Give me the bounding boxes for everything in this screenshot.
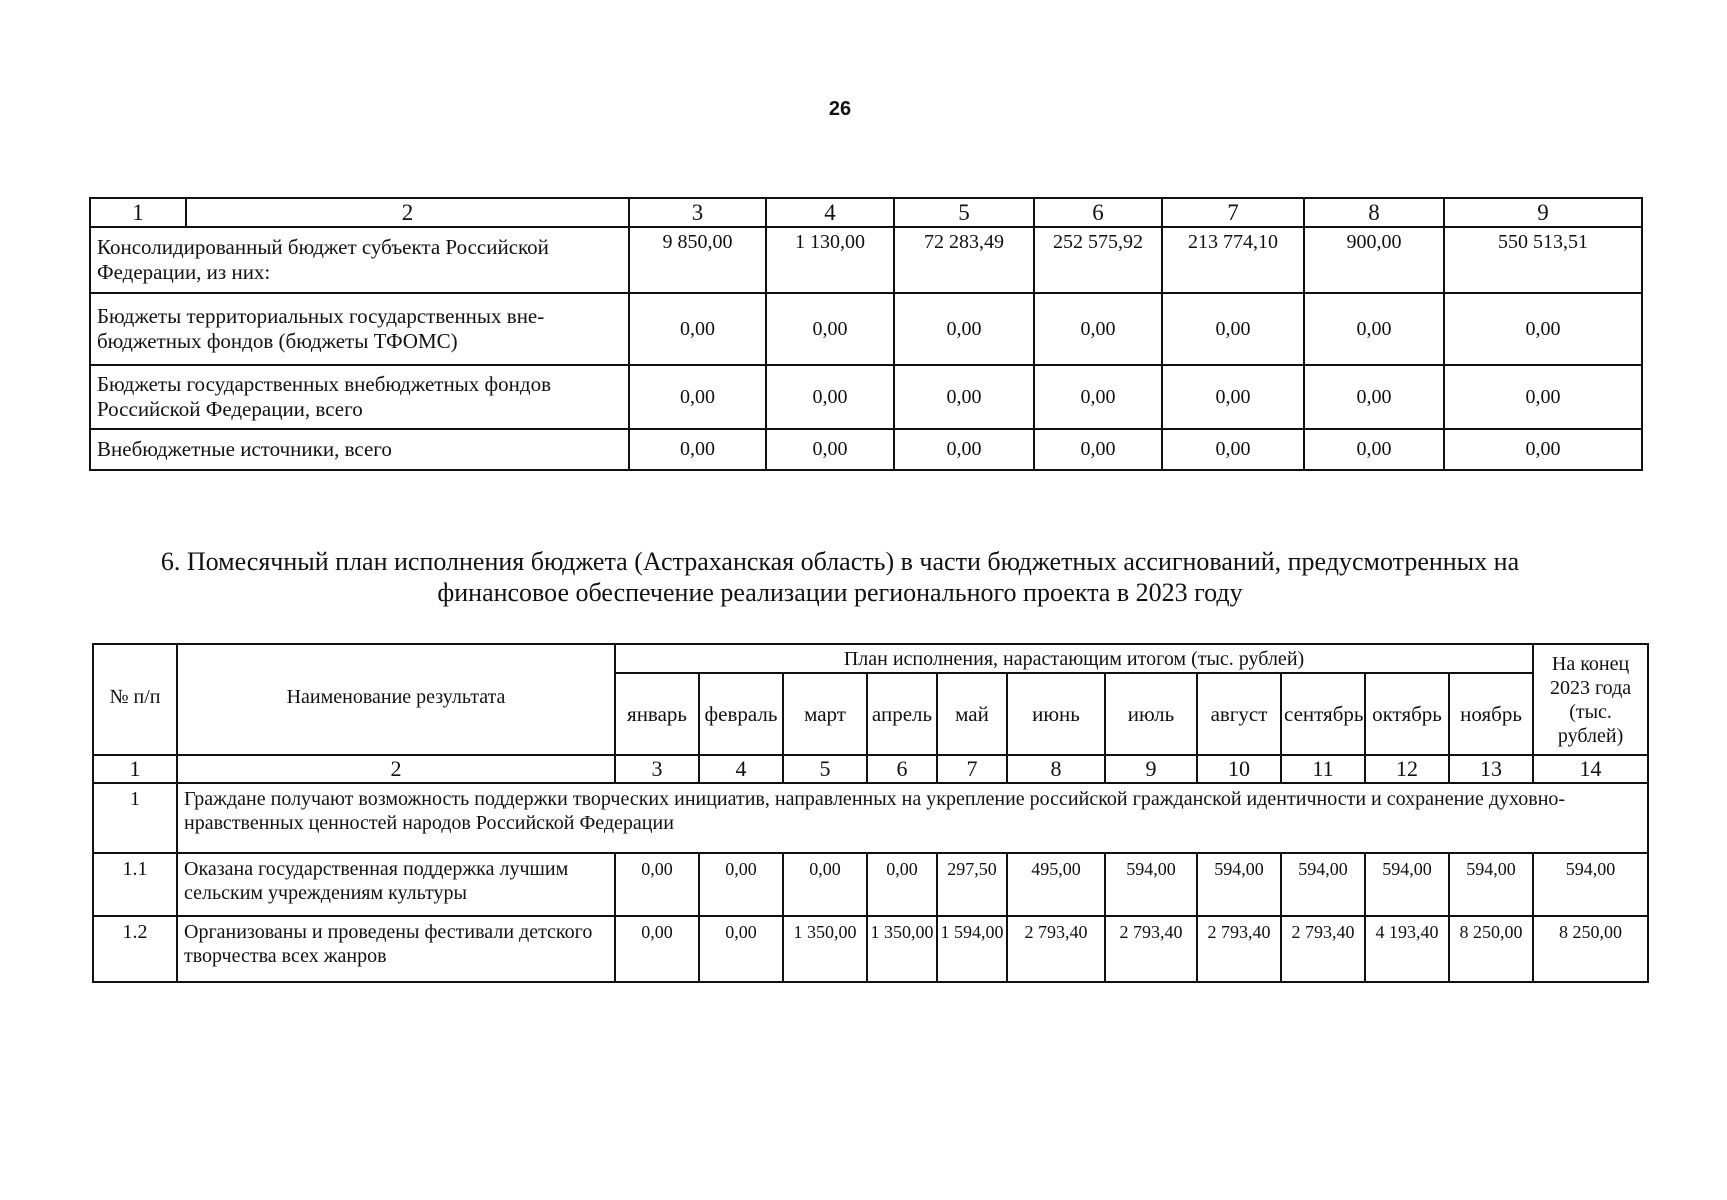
budget-source-name: Внебюджетные источники, всего: [90, 429, 629, 470]
cell-value: 0,00: [894, 429, 1034, 470]
cell-value: 0,00: [894, 365, 1034, 429]
table-row: [93, 916, 1648, 982]
page-number: 26: [828, 98, 852, 120]
cell-value: 0,00: [867, 853, 937, 916]
month-header: сентябрь: [1281, 673, 1365, 755]
column-number: 9: [1105, 755, 1197, 783]
cell-value: 8 250,00: [1449, 916, 1533, 982]
cell-value: 4 193,40: [1365, 916, 1449, 982]
cell-value: 550 513,51: [1444, 227, 1642, 293]
column-number: 1: [93, 755, 177, 783]
group-title: Граждане получают возможность поддержки творческих инициатив, направленных на укрепление российской гражданской идентичности и сохранение духовно-нравственных ценностей народов Российской Федерации: [177, 783, 1648, 853]
cell-value: 2 793,40: [1105, 916, 1197, 982]
column-number: 5: [783, 755, 867, 783]
cell-value: 594,00: [1281, 853, 1365, 916]
month-header: ноябрь: [1449, 673, 1533, 755]
cell-value: 1 130,00: [766, 227, 894, 293]
cell-value: 1 594,00: [937, 916, 1007, 982]
column-number: 2: [186, 198, 629, 227]
column-number: 7: [1162, 198, 1304, 227]
column-number: 12: [1365, 755, 1449, 783]
cell-value: 0,00: [783, 853, 867, 916]
cell-value: 594,00: [1105, 853, 1197, 916]
cell-value: 0,00: [1304, 293, 1444, 365]
cell-value: 0,00: [1304, 429, 1444, 470]
column-number: 14: [1533, 755, 1648, 783]
cell-value: 2 793,40: [1197, 916, 1281, 982]
cell-value: 0,00: [1162, 293, 1304, 365]
cell-value: 0,00: [615, 853, 699, 916]
month-header: июль: [1105, 673, 1197, 755]
column-number: 1: [90, 198, 186, 227]
cell-value: 1 350,00: [783, 916, 867, 982]
month-header: май: [937, 673, 1007, 755]
cell-value: 0,00: [894, 293, 1034, 365]
cell-value: 297,50: [937, 853, 1007, 916]
column-number: 11: [1281, 755, 1365, 783]
month-header: февраль: [699, 673, 783, 755]
cell-value: 0,00: [1034, 429, 1162, 470]
column-header-name: Наименование результата: [177, 644, 615, 755]
column-number: 3: [615, 755, 699, 783]
table-row: [93, 853, 1648, 916]
table-row: [90, 429, 1642, 470]
column-number: 5: [894, 198, 1034, 227]
cell-value: 213 774,10: [1162, 227, 1304, 293]
cell-value: 2 793,40: [1281, 916, 1365, 982]
cell-value: 9 850,00: [629, 227, 766, 293]
column-number: 13: [1449, 755, 1533, 783]
budget-source-name: Консолидированный бюджет субъекта Российской Федерации, из них:: [90, 227, 629, 293]
cell-value: 0,00: [766, 365, 894, 429]
section-title: 6. Помесячный план исполнения бюджета (Астраханская область) в части бюджетных ассигнований, предусмотренных на финансовое обеспечение реализации регионального проекта в 2023 году: [160, 547, 1520, 607]
column-number: 8: [1007, 755, 1105, 783]
column-number: 8: [1304, 198, 1444, 227]
cell-value: 0,00: [1444, 365, 1642, 429]
cell-value: 0,00: [629, 429, 766, 470]
cell-value: 900,00: [1304, 227, 1444, 293]
cell-value: 594,00: [1449, 853, 1533, 916]
cell-value: 0,00: [1304, 365, 1444, 429]
cell-value: 8 250,00: [1533, 916, 1648, 982]
cell-value: 495,00: [1007, 853, 1105, 916]
cell-value: 0,00: [699, 916, 783, 982]
cell-value: 1 350,00: [867, 916, 937, 982]
cell-value: 72 283,49: [894, 227, 1034, 293]
column-number: 2: [177, 755, 615, 783]
row-number: 1: [93, 783, 177, 853]
month-header: октябрь: [1365, 673, 1449, 755]
column-number: 4: [766, 198, 894, 227]
header-row: [93, 644, 1648, 673]
row-number: 1.2: [93, 916, 177, 982]
cell-value: 594,00: [1197, 853, 1281, 916]
column-header-num: № п/п: [93, 644, 177, 755]
result-name: Организованы и проведены фестивали детского творчества всех жанров: [177, 916, 615, 982]
column-number: 9: [1444, 198, 1642, 227]
cell-value: 0,00: [1444, 429, 1642, 470]
column-number: 4: [699, 755, 783, 783]
monthly-plan-table: [92, 643, 1649, 983]
cell-value: 0,00: [1162, 429, 1304, 470]
column-number: 3: [629, 198, 766, 227]
cell-value: 0,00: [1444, 293, 1642, 365]
cell-value: 0,00: [1034, 365, 1162, 429]
column-header-end-of-year: На конец 2023 года (тыс. рублей): [1533, 644, 1648, 755]
group-row: [93, 783, 1648, 853]
plan-group-header: План исполнения, нарастающим итогом (тыс. рублей): [615, 644, 1533, 673]
month-header: март: [783, 673, 867, 755]
result-name: Оказана государственная поддержка лучшим сельским учреждениям культуры: [177, 853, 615, 916]
column-number-row: [90, 198, 1642, 227]
budget-source-name: Бюджеты территориальных государственных вне-бюджетных фондов (бюджеты ТФОМС): [90, 293, 629, 365]
column-number: 6: [867, 755, 937, 783]
cell-value: 0,00: [699, 853, 783, 916]
cell-value: 252 575,92: [1034, 227, 1162, 293]
column-number: 10: [1197, 755, 1281, 783]
row-number: 1.1: [93, 853, 177, 916]
month-header: январь: [615, 673, 699, 755]
column-number-row: [93, 755, 1648, 783]
month-header: июнь: [1007, 673, 1105, 755]
cell-value: 0,00: [615, 916, 699, 982]
cell-value: 0,00: [629, 365, 766, 429]
month-header: апрель: [867, 673, 937, 755]
table-row: [90, 365, 1642, 429]
column-number: 7: [937, 755, 1007, 783]
month-header: август: [1197, 673, 1281, 755]
cell-value: 594,00: [1365, 853, 1449, 916]
table-row: [90, 293, 1642, 365]
cell-value: 0,00: [766, 429, 894, 470]
column-number: 6: [1034, 198, 1162, 227]
table-row: [90, 227, 1642, 293]
cell-value: 2 793,40: [1007, 916, 1105, 982]
cell-value: 0,00: [629, 293, 766, 365]
cell-value: 0,00: [766, 293, 894, 365]
budget-sources-table: [89, 197, 1643, 471]
cell-value: 0,00: [1162, 365, 1304, 429]
cell-value: 0,00: [1034, 293, 1162, 365]
cell-value: 594,00: [1533, 853, 1648, 916]
budget-source-name: Бюджеты государственных внебюджетных фондов Российской Федерации, всего: [90, 365, 629, 429]
